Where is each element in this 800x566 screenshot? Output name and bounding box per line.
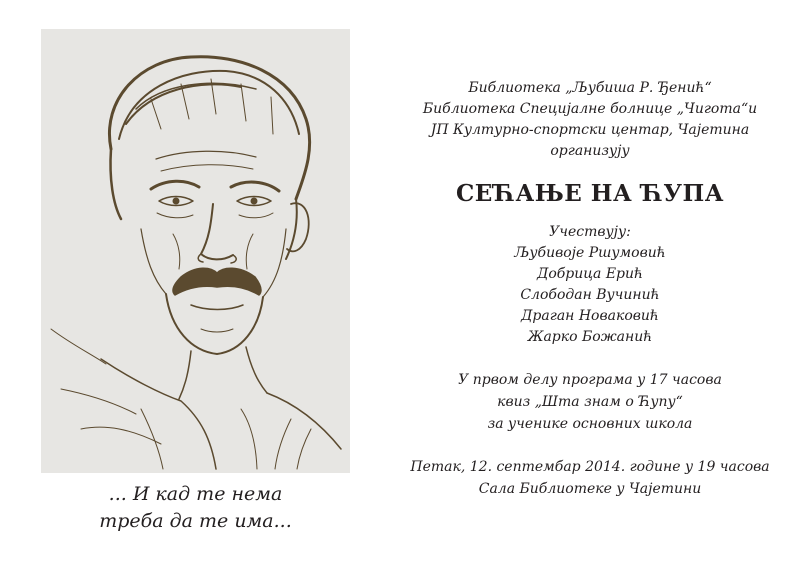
motto xyxy=(41,481,350,535)
organizer-line-1: Библиотека „Љубиша Р. Ђенић“ xyxy=(468,80,712,96)
participant-name: Добрица Ерић xyxy=(536,266,644,282)
event-details xyxy=(400,456,780,500)
participant-name: Жарко Божанић xyxy=(527,329,653,345)
participant-name: Драган Новаковић xyxy=(521,308,659,324)
participants xyxy=(400,222,780,348)
organizer-line-2: Библиотека Специјалне болнице „Чигота“и xyxy=(422,101,758,117)
organizer-line-3: ЈП Културно-спортски центар, Чајетина xyxy=(430,122,750,138)
program-line-3: за ученике основних школа xyxy=(487,416,693,432)
program-line-1: У првом делу програма у 17 часова xyxy=(458,372,722,388)
event-title: СЕЋАЊЕ НА ЋУПА xyxy=(455,180,724,207)
organizer-line-4: организују xyxy=(550,143,630,159)
motto-line-2: треба да те има... xyxy=(99,510,292,532)
motto-line-1: ... И кад те нема xyxy=(108,483,283,505)
sketch-portrait-icon xyxy=(41,29,350,473)
program-line-2: квиз „Шта знам о Ћупу“ xyxy=(497,394,683,410)
event-venue: Сала Библиотеке у Чајетини xyxy=(478,481,702,497)
event-date: Петак, 12. септембар 2014. године у 19 часова xyxy=(410,459,770,475)
invitation-text xyxy=(400,78,780,500)
portrait-sketch xyxy=(41,29,350,473)
program xyxy=(400,369,780,435)
organizers xyxy=(400,78,780,162)
participant-name: Љубивоје Ршумовић xyxy=(514,245,666,261)
participants-heading: Учествују: xyxy=(549,224,631,240)
participant-name: Слободан Вучинић xyxy=(520,287,660,303)
